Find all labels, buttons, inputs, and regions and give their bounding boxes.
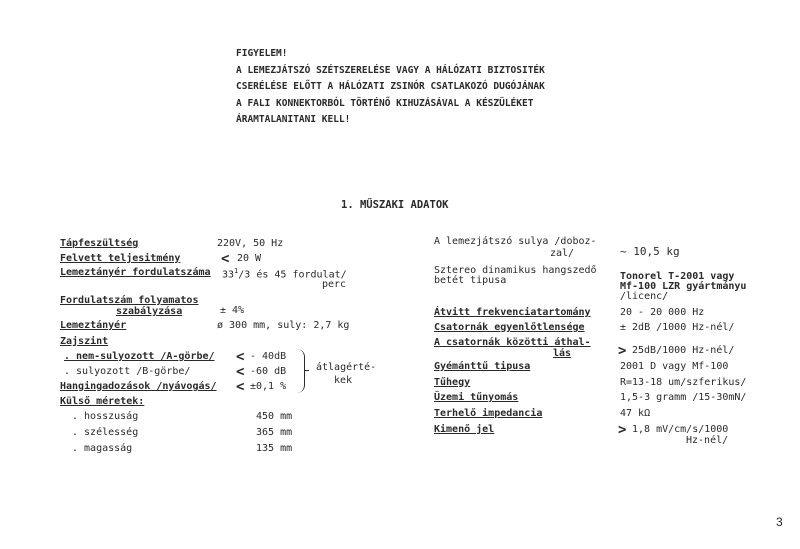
stylus-tip-label: Tűhegy: [434, 377, 471, 388]
speed-adjust-label-2: szabályzása: [116, 306, 183, 317]
noise-level-label: Zajszint: [60, 336, 109, 347]
platter-speed-unit: perc: [322, 279, 347, 290]
warning-line: CSERÉLÉSE ELŐTT A HÁLÓZATI ZSINÓR CSATLAKOZÓ DUGÓJÁNAK: [236, 81, 545, 92]
output-signal-label: Kimenő jel: [434, 424, 495, 435]
supply-voltage-label: Tápfeszültség: [60, 238, 139, 249]
platter-speed-value: $33^1/3$ és 45 fordulat/: [222, 267, 347, 281]
wow-flutter-value: ±0,1 %: [250, 381, 287, 392]
stylus-type-label: Gyémánttű tipusa: [434, 361, 531, 372]
warning-line: A LEMEZJÁTSZÓ SZÉTSZERELÉSE VAGY A HÁLÓZATI BIZTOSITÉK: [236, 64, 545, 76]
height-value: 135 mm: [256, 443, 293, 454]
warning-line: A FALI KONNEKTORBÓL TÖRTÉNŐ KIHUZÁSÁVAL A KÉSZÜLÉKET: [236, 97, 534, 109]
brace-bracket: [296, 349, 305, 393]
crosstalk-label-1: A csatornák közötti áthal-: [434, 337, 591, 348]
platter-value: ø 300 mm, suly: 2,7 kg: [217, 320, 350, 331]
warning-line: ÁRAMTALANITANI KELL!: [236, 114, 351, 125]
length-value: 450 mm: [256, 411, 293, 422]
warning-heading: FIGYELEM!: [236, 48, 288, 59]
brace-tip: [304, 370, 309, 371]
output-signal-value-2: Hz-nél/: [686, 435, 729, 446]
cartridge-value-3: /licenc/: [620, 291, 669, 302]
page-number: 3: [776, 515, 783, 529]
supply-voltage-value: 220V, 50 Hz: [217, 238, 284, 249]
load-impedance-label: Terhelő impedancia: [434, 408, 543, 419]
height-label: . magasság: [72, 443, 133, 454]
output-signal-value-1: 1,8 mV/cm/s/1000: [632, 424, 729, 435]
weight-value: ~ 10,5 kg: [620, 245, 680, 258]
stylus-tip-value: R=13-18 um/szferikus/: [620, 377, 747, 388]
power-consumption-value: 20 W: [237, 253, 262, 264]
cartridge-value-1: Tonorel T-2001 vagy: [620, 271, 735, 282]
speed-adjust-label-1: Fordulatszám folyamatos: [60, 295, 199, 306]
crosstalk-label-2: lás: [553, 348, 572, 359]
less-equal-icon: <: [221, 251, 230, 267]
crosstalk-value: 25dB/1000 Hz-nél/: [632, 345, 735, 356]
cartridge-label-1: Sztereo dinamikus hangszedő: [434, 265, 597, 276]
length-label: . hosszuság: [72, 411, 139, 422]
frequency-range-label: Átvitt frekvenciatartomány: [434, 307, 591, 318]
platter-label: Lemeztányér: [60, 320, 127, 331]
cartridge-label-2: betét tipusa: [434, 275, 507, 286]
width-label: . szélesség: [72, 427, 139, 438]
load-impedance-value: 47 kΩ: [620, 408, 651, 419]
tracking-force-label: Üzemi tűnyomás: [434, 392, 519, 403]
platter-speed-label: Lemeztányér fordulatszáma: [60, 267, 211, 278]
greater-equal-icon: >: [618, 343, 627, 359]
cartridge-value-2: Mf-100 LZR gyártmányu: [620, 281, 747, 292]
weighted-noise-value: -60 dB: [250, 366, 287, 377]
warning-block: [236, 46, 545, 129]
channel-imbalance-label: Csatornák egyenlőtlensége: [434, 322, 585, 333]
weight-label-1: A lemezjátszó sulya /doboz-: [434, 236, 597, 247]
average-values-label-2: kek: [334, 375, 353, 386]
dimensions-label: Külső méretek:: [60, 396, 145, 407]
average-values-label-1: átlagérté-: [316, 362, 377, 373]
tracking-force-value: 1,5-3 gramm /15-30mN/: [620, 392, 747, 403]
weighted-noise-label: . sulyozott /B-görbe/: [64, 366, 191, 377]
frequency-range-value: 20 - 20 000 Hz: [620, 307, 705, 318]
less-equal-icon: <: [236, 379, 245, 395]
stylus-type-value: 2001 D vagy Mf-100: [620, 361, 729, 372]
channel-imbalance-value: ± 2dB /1000 Hz-nél/: [620, 322, 735, 333]
unweighted-noise-value: - 40dB: [250, 351, 287, 362]
greater-equal-icon: >: [618, 422, 627, 438]
speed-adjust-value: ± 4%: [220, 305, 245, 316]
power-consumption-label: Felvett teljesitmény: [60, 253, 181, 264]
less-equal-icon: <: [236, 349, 245, 365]
unweighted-noise-label: . nem-sulyozott /A-görbe/: [64, 351, 215, 362]
weight-label-2: zal/: [550, 248, 575, 259]
width-value: 365 mm: [256, 427, 293, 438]
wow-flutter-label: Hangingadozások /nyávogás/: [60, 381, 217, 392]
section-title: 1. MŰSZAKI ADATOK: [341, 199, 449, 211]
less-equal-icon: <: [236, 364, 245, 380]
